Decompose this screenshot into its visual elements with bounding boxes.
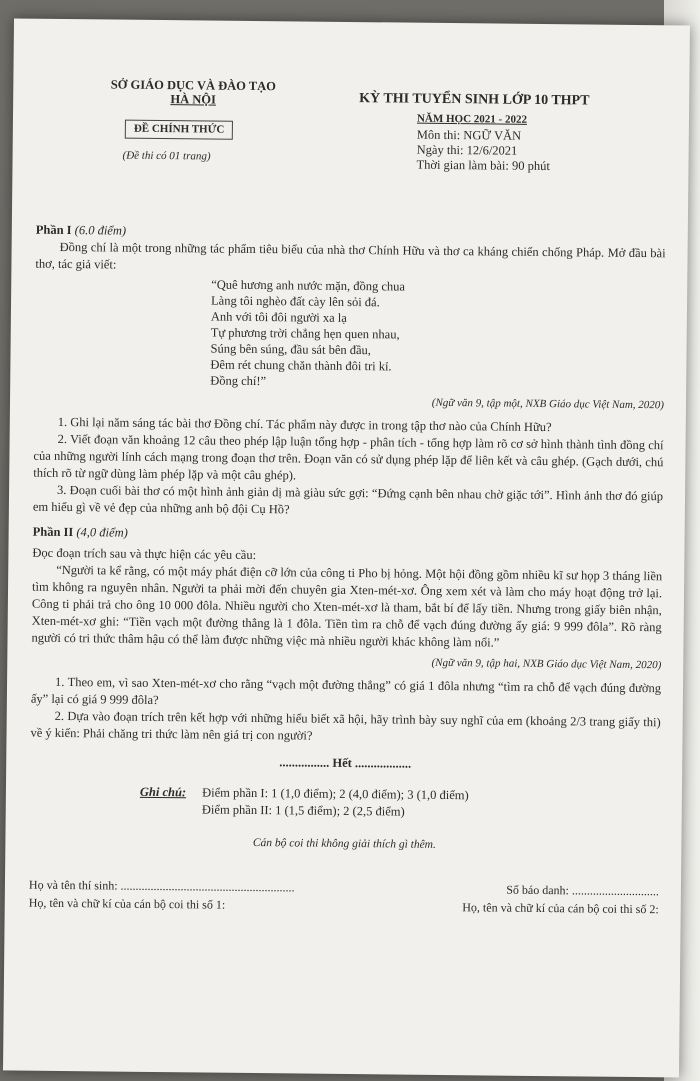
part2-question1: 1. Theo em, vì sao Xten-mét-xơ cho rằng “vạch một đường thẳng” có giá 1 đôla nhưng “tìm ra chỗ để vạch đúng đường ấy” lại có giá 9 999 đôla? bbox=[30, 674, 662, 708]
part2-instruction: Đọc đoạn trích sau và thực hiện các yêu cầu: bbox=[32, 545, 257, 563]
exam-title: KỲ THI TUYỂN SINH LỚP 10 THPT bbox=[359, 91, 590, 109]
part1-intro: Đồng chí là một trong những tác phẩm tiêu biểu của nhà thơ Chính Hữu và thơ ca kháng chiến chống Pháp. Mở đầu bài thơ, tác giả viết: bbox=[35, 239, 666, 272]
poem-line: Anh với tôi đôi người xa lạ bbox=[210, 309, 347, 325]
part2-score: (4,0 điểm) bbox=[76, 525, 128, 540]
notes-line: Điểm phần I: 1 (1,0 điểm); 2 (4,0 điểm); 3 (1,0 điểm) bbox=[202, 785, 469, 803]
staff-note: Cán bộ coi thi không giải thích gì thêm. bbox=[252, 837, 436, 851]
part1-question3: 3. Đoạn cuối bài thơ có một hình ảnh giản dị mà giàu sức gợi: “Đứng cạnh bên nhau chờ giặc tới”. Hình ảnh thơ đó giúp em hiểu gì về vẻ đẹp của những anh bộ đội Cụ Hồ? bbox=[32, 482, 664, 517]
exam-duration: Thời gian làm bài: 90 phút bbox=[416, 157, 550, 174]
school-year: NĂM HỌC 2021 - 2022 bbox=[416, 112, 528, 126]
end-marker: ................ Hết .................. bbox=[279, 755, 412, 771]
part2-title: Phần II (4,0 điểm) bbox=[32, 524, 128, 540]
exam-page bbox=[29, 67, 668, 919]
score-notes bbox=[140, 784, 660, 823]
part2-question2: 2. Dựa vào đoạn trích trên kết hợp với những hiểu biết xã hội, hãy trình bày suy nghĩ của em (khoảng 2/3 trang giấy thi) về ý kiến: Phải chăng tri thức làm nên giá trị con người? bbox=[30, 708, 661, 743]
official-stamp: ĐỀ CHÍNH THỨC bbox=[125, 120, 234, 140]
page-count-note: (Đề thi có 01 trang) bbox=[122, 149, 211, 163]
poem-line: Đồng chí!” bbox=[210, 373, 267, 389]
poem-line: Tự phương trời chẳng hẹn quen nhau, bbox=[210, 325, 400, 342]
part1-source: (Ngữ văn 9, tập một, NXB Giáo dục Việt Nam, 2020) bbox=[431, 396, 665, 412]
exam-date: Ngày thi: 12/6/2021 bbox=[416, 142, 518, 158]
part1-question1: 1. Ghi lại năm sáng tác bài thơ Đồng chí. Tác phẩm này được in trong tập thơ nào của Chính Hữu? bbox=[57, 414, 552, 435]
part1-question2: 2. Viết đoạn văn khoảng 12 câu theo phép lập luận tổng hợp - phân tích - tổng hợp làm rõ cơ sở hình thành tình đồng chí của những người lính cách mạng trong đoạn thơ trên. Đoạn văn có sử dụng phép lặp để liên kết và câu ghép. (Gạch dưới, chú thích rõ từ ngữ dùng làm phép lặp và một câu ghép). bbox=[33, 431, 664, 483]
part2-passage: “Người ta kể rằng, có một máy phát điện cỡ lớn của công ti Pho bị hỏng. Một hội đồng gồm nhiều kĩ sư họp 3 tháng liền tìm không ra nguyên nhân. Người ta phải mời đến chuyên gia Xten-mét-xơ. Ông xem xét và làm cho máy hoạt động trở lại. Công ti phải trả cho ông 10 000 đôla. Nhiều người cho Xten-mét-xơ là tham, bắt bí để lấy tiền. Nhưng trong giấy biên nhận, Xten-mét-xơ ghi: “Tiền vạch một đường thẳng là 1 đôla. Tiền tìm ra chỗ để vạch đúng đường ấy giá: 9 999 đôla”. Rõ ràng người có tri thức thâm hậu có thể làm được những việc mà nhiều người khác không làm nổi.” bbox=[31, 562, 663, 650]
candidate-name-field: Họ và tên thí sinh: .......................................................... bbox=[28, 877, 295, 895]
department-line1: SỞ GIÁO DỤC VÀ ĐÀO TẠO bbox=[110, 77, 276, 94]
poem-line: “Quê hương anh nước mặn, đồng chua bbox=[211, 277, 406, 294]
proctor2-field: Họ, tên và chữ kí của cán bộ coi thi số 2: bbox=[462, 900, 659, 917]
department-line2: HÀ NỘI bbox=[170, 92, 217, 107]
part1-score: (6.0 điểm) bbox=[74, 223, 127, 238]
poem-excerpt bbox=[210, 277, 665, 394]
notes-label: Ghi chú: bbox=[139, 784, 187, 800]
poem-line: Đêm rét chung chăn thành đôi tri kỉ. bbox=[210, 357, 392, 374]
department-name bbox=[93, 77, 293, 107]
poem-line: Súng bên súng, đầu sát bên đầu, bbox=[210, 341, 372, 358]
exam-header bbox=[36, 67, 668, 229]
exam-subject: Môn thi: NGỮ VĂN bbox=[416, 127, 522, 143]
exam-paper bbox=[3, 18, 690, 1077]
exam-info bbox=[416, 128, 550, 174]
part2-source: (Ngữ văn 9, tập hai, NXB Giáo dục Việt Nam, 2020) bbox=[431, 656, 662, 672]
poem-line: Làng tôi nghèo đất cày lên sỏi đá. bbox=[211, 293, 380, 310]
part1-title: Phần I (6.0 điểm) bbox=[35, 222, 127, 238]
notes-line: Điểm phần II: 1 (1,5 điểm); 2 (2,5 điểm) bbox=[201, 802, 405, 819]
proctor1-field: Họ, tên và chữ kí của cán bộ coi thi số 1: bbox=[28, 895, 226, 912]
candidate-number-field: Số báo danh: ............................. bbox=[506, 882, 659, 899]
